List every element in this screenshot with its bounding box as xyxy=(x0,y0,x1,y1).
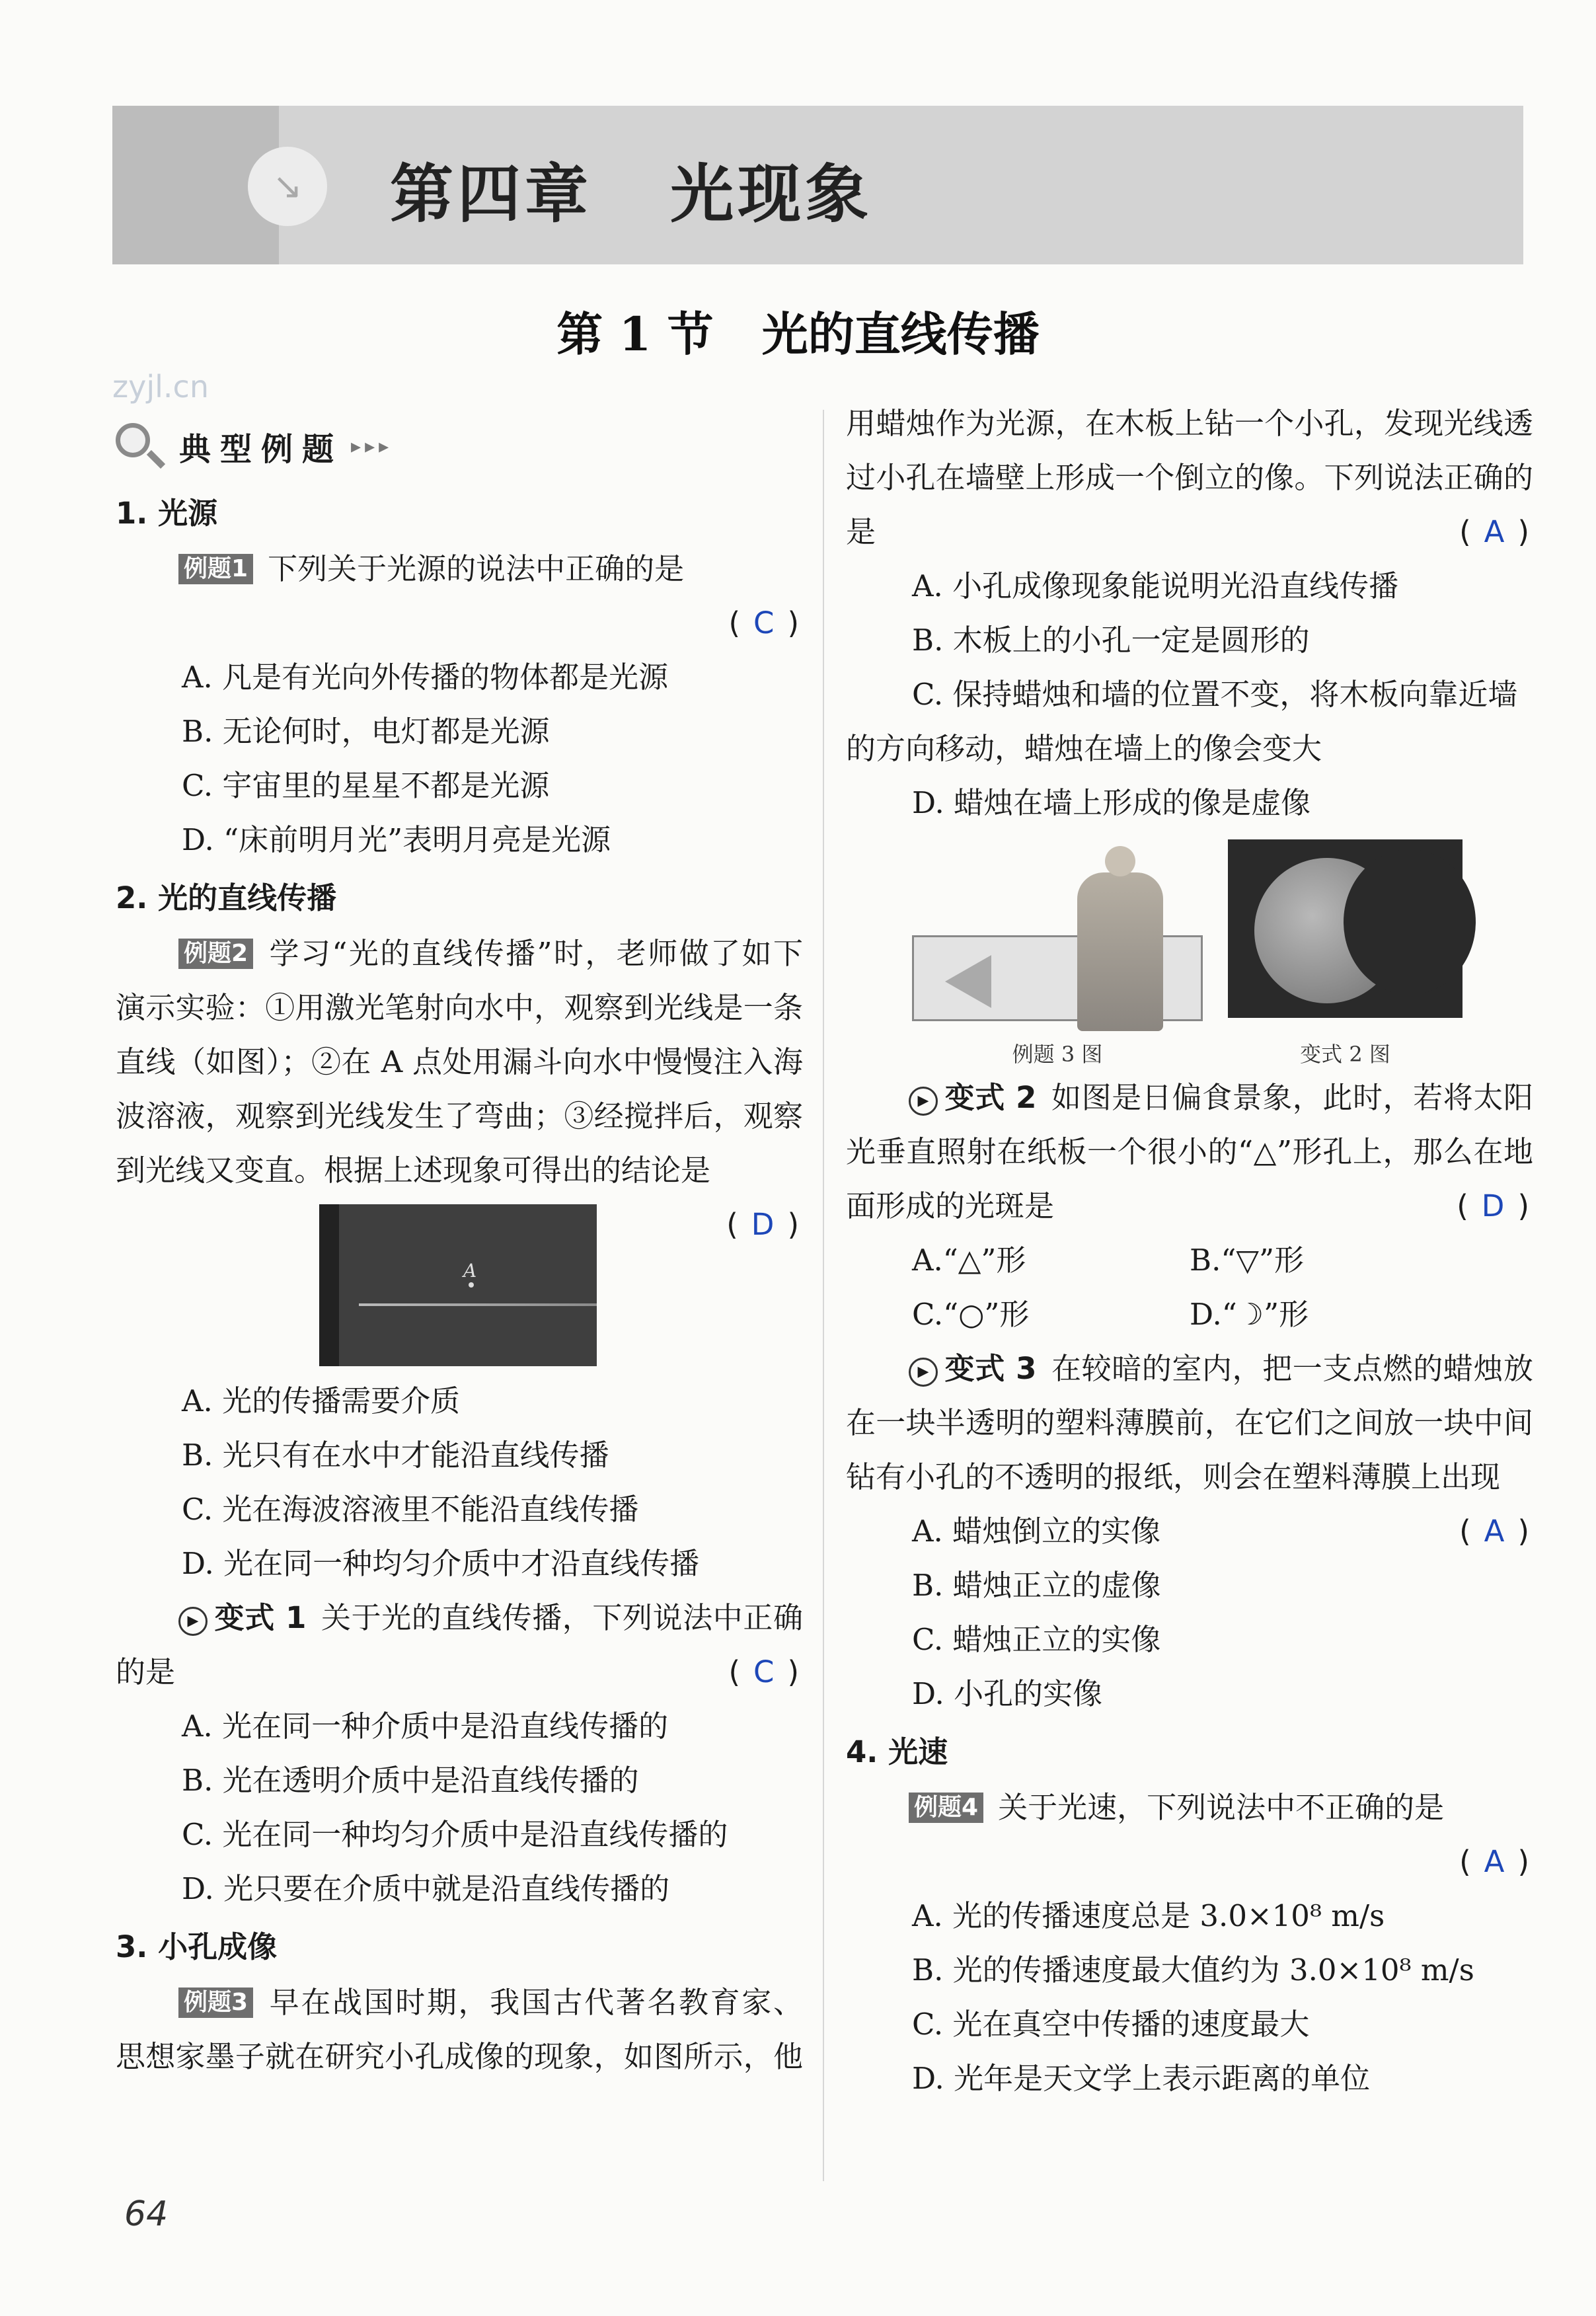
topic-heading: 3. 小孔成像 xyxy=(116,1929,278,1964)
option-row xyxy=(846,1233,1533,1288)
option: C. 光在海波溶液里不能沿直线传播 xyxy=(182,1492,639,1527)
column-divider xyxy=(823,410,824,2181)
answer-bracket: ( C ) xyxy=(728,1654,799,1689)
question-variant1 xyxy=(116,1591,803,1699)
answer-bracket: ( D ) xyxy=(726,1207,799,1242)
topic-heading: 1. 光源 xyxy=(116,496,218,531)
question-example3 xyxy=(116,1976,803,2084)
variant-label: 变式 3 xyxy=(944,1351,1037,1386)
answer-bracket: ( C ) xyxy=(728,605,799,640)
option: B. 光在透明介质中是沿直线传播的 xyxy=(182,1763,639,1798)
answer-bracket: ( A ) xyxy=(1459,514,1529,549)
option: C. 光在真空中传播的速度最大 xyxy=(912,2007,1310,2042)
mozi-pinhole-figure xyxy=(912,839,1203,1031)
option-row xyxy=(846,1288,1533,1342)
answer-letter: D xyxy=(751,1207,775,1242)
option: A. 光的传播需要介质 xyxy=(182,1383,461,1418)
option: C. 光在同一种均匀介质中是沿直线传播的 xyxy=(182,1817,728,1852)
question-example3-continued xyxy=(846,397,1533,559)
answer-letter: D xyxy=(1481,1188,1505,1223)
option: B. 光的传播速度最大值约为 3.0×10⁸ m/s xyxy=(912,1952,1474,1988)
page-number: 64 xyxy=(124,2194,169,2234)
section-title: 第 1 节 光的直线传播 xyxy=(556,307,1040,362)
magnifier-icon xyxy=(116,423,162,469)
question-example1 xyxy=(116,542,803,650)
example-tag: 例题2 xyxy=(178,939,253,969)
option: D. “床前明月光”表明月亮是光源 xyxy=(182,822,611,857)
variant-label: 变式 2 xyxy=(944,1080,1037,1115)
question-text: 在较暗的室内，把一支点燃的蜡烛放在一块半透明的塑料薄膜前，在它们之间放一块中间钻有小孔的不透明的报纸，则会在塑料薄膜上出现 xyxy=(846,1351,1533,1494)
key-examples-label: 典型例题 xyxy=(179,430,344,468)
answer-bracket: ( A ) xyxy=(1459,1844,1529,1879)
question-text: 如图是日偏食景象，此时，若将太阳光垂直照射在纸板一个很小的“△”形孔上，那么在地面形成的光斑是 xyxy=(846,1080,1533,1223)
option: D.“☽”形 xyxy=(1190,1297,1309,1332)
option: C. 蜡烛正立的实像 xyxy=(912,1622,1161,1657)
answer-letter: C xyxy=(753,1654,775,1689)
play-icon: ▶ xyxy=(909,1358,938,1387)
watermark: zyjl.cn xyxy=(112,369,209,405)
question-text: 早在战国时期，我国古代著名教育家、思想家墨子就在研究小孔成像的现象，如图所示，他 xyxy=(116,1985,803,2074)
option: B. 蜡烛正立的虚像 xyxy=(912,1568,1161,1603)
option: D. 蜡烛在墙上形成的像是虚像 xyxy=(912,785,1311,820)
question-text: 关于光的直线传播，下列说法中正确的是 xyxy=(116,1600,803,1689)
option: D. 小孔的实像 xyxy=(912,1676,1103,1711)
option: C.“○”形 xyxy=(912,1297,1030,1332)
chapter-icon-circle xyxy=(248,147,327,226)
option: B. 木板上的小孔一定是圆形的 xyxy=(912,623,1310,658)
question-variant2 xyxy=(846,1071,1533,1233)
question-example2 xyxy=(116,927,803,1242)
laser-water-figure xyxy=(319,1204,597,1366)
example-tag: 例题3 xyxy=(178,1988,253,2018)
option: B.“▽”形 xyxy=(1190,1243,1304,1278)
answer-bracket: ( A ) xyxy=(1459,1514,1529,1549)
variant-tag xyxy=(909,1351,1036,1386)
play-icon: ▶ xyxy=(909,1087,938,1116)
play-icon: ▶ xyxy=(178,1607,208,1636)
question-text: 用蜡烛作为光源，在木板上钻一个小孔，发现光线透过小孔在墙壁上形成一个倒立的像。下列说法正确的是 xyxy=(846,406,1533,549)
arrow-icon: ↘ xyxy=(272,165,303,207)
option: A. 光的传播速度总是 3.0×10⁸ m/s xyxy=(912,1898,1385,1933)
option: D. 光在同一种均匀介质中才沿直线传播 xyxy=(182,1546,700,1581)
answer-letter: A xyxy=(1484,514,1505,549)
option: B. 光只有在水中才能沿直线传播 xyxy=(182,1438,609,1473)
question-example4 xyxy=(846,1781,1533,1889)
question-text: 学习“光的直线传播”时，老师做了如下演示实验：①用激光笔射向水中，观察到光线是一条直线（如图）；②在 A 点处用漏斗向水中慢慢注入海波溶液，观察到光线发生了弯曲；③经搅拌后，观察到光线又变直。根据上述现象可得出的结论是 xyxy=(116,936,803,1188)
right-column xyxy=(846,397,1533,2106)
option: C. 保持蜡烛和墙的位置不变，将木板向靠近墙的方向移动，蜡烛在墙上的像会变大 xyxy=(846,677,1518,766)
option: B. 无论何时，电灯都是光源 xyxy=(182,714,550,749)
answer-letter: C xyxy=(753,605,775,640)
answer-letter: A xyxy=(1484,1514,1505,1549)
variant-tag xyxy=(909,1080,1036,1115)
question-text: 下列关于光源的说法中正确的是 xyxy=(268,551,685,586)
topic-heading: 2. 光的直线传播 xyxy=(116,880,337,915)
caption-variant2: 变式 2 图 xyxy=(1300,1042,1390,1067)
option: A. 蜡烛倒立的实像 xyxy=(912,1514,1161,1549)
chapter-title: 第四章 光现象 xyxy=(390,157,873,231)
option: C. 宇宙里的星星不都是光源 xyxy=(182,768,550,803)
option: D. 光只要在介质中就是沿直线传播的 xyxy=(182,1871,670,1906)
option: D. 光年是天文学上表示距离的单位 xyxy=(912,2061,1371,2096)
question-text: 关于光速，下列说法中不正确的是 xyxy=(998,1790,1445,1825)
variant-tag xyxy=(178,1600,306,1635)
option: A. 凡是有光向外传播的物体都是光源 xyxy=(182,660,669,695)
option: A. 光在同一种介质中是沿直线传播的 xyxy=(182,1709,669,1744)
example-tag: 例题4 xyxy=(909,1793,983,1823)
variant-label: 变式 1 xyxy=(214,1600,307,1635)
point-a xyxy=(469,1282,474,1288)
answer-bracket: ( D ) xyxy=(1457,1188,1529,1223)
key-examples-title xyxy=(116,410,803,482)
triple-arrow-icon: ▸▸▸ xyxy=(351,434,393,458)
caption-example3: 例题 3 图 xyxy=(1012,1042,1103,1067)
example-tag: 例题1 xyxy=(178,554,253,584)
point-a-label: A xyxy=(463,1260,477,1282)
option: A. 小孔成像现象能说明光沿直线传播 xyxy=(912,568,1399,603)
option: A.“△”形 xyxy=(912,1243,1026,1278)
partial-eclipse-figure xyxy=(1228,839,1463,1018)
answer-letter: A xyxy=(1484,1844,1505,1879)
topic-heading: 4. 光速 xyxy=(846,1734,948,1769)
laser-beam xyxy=(359,1303,597,1306)
figure-row xyxy=(912,839,1533,1031)
left-column xyxy=(116,410,803,2084)
figure-captions xyxy=(912,1038,1533,1071)
